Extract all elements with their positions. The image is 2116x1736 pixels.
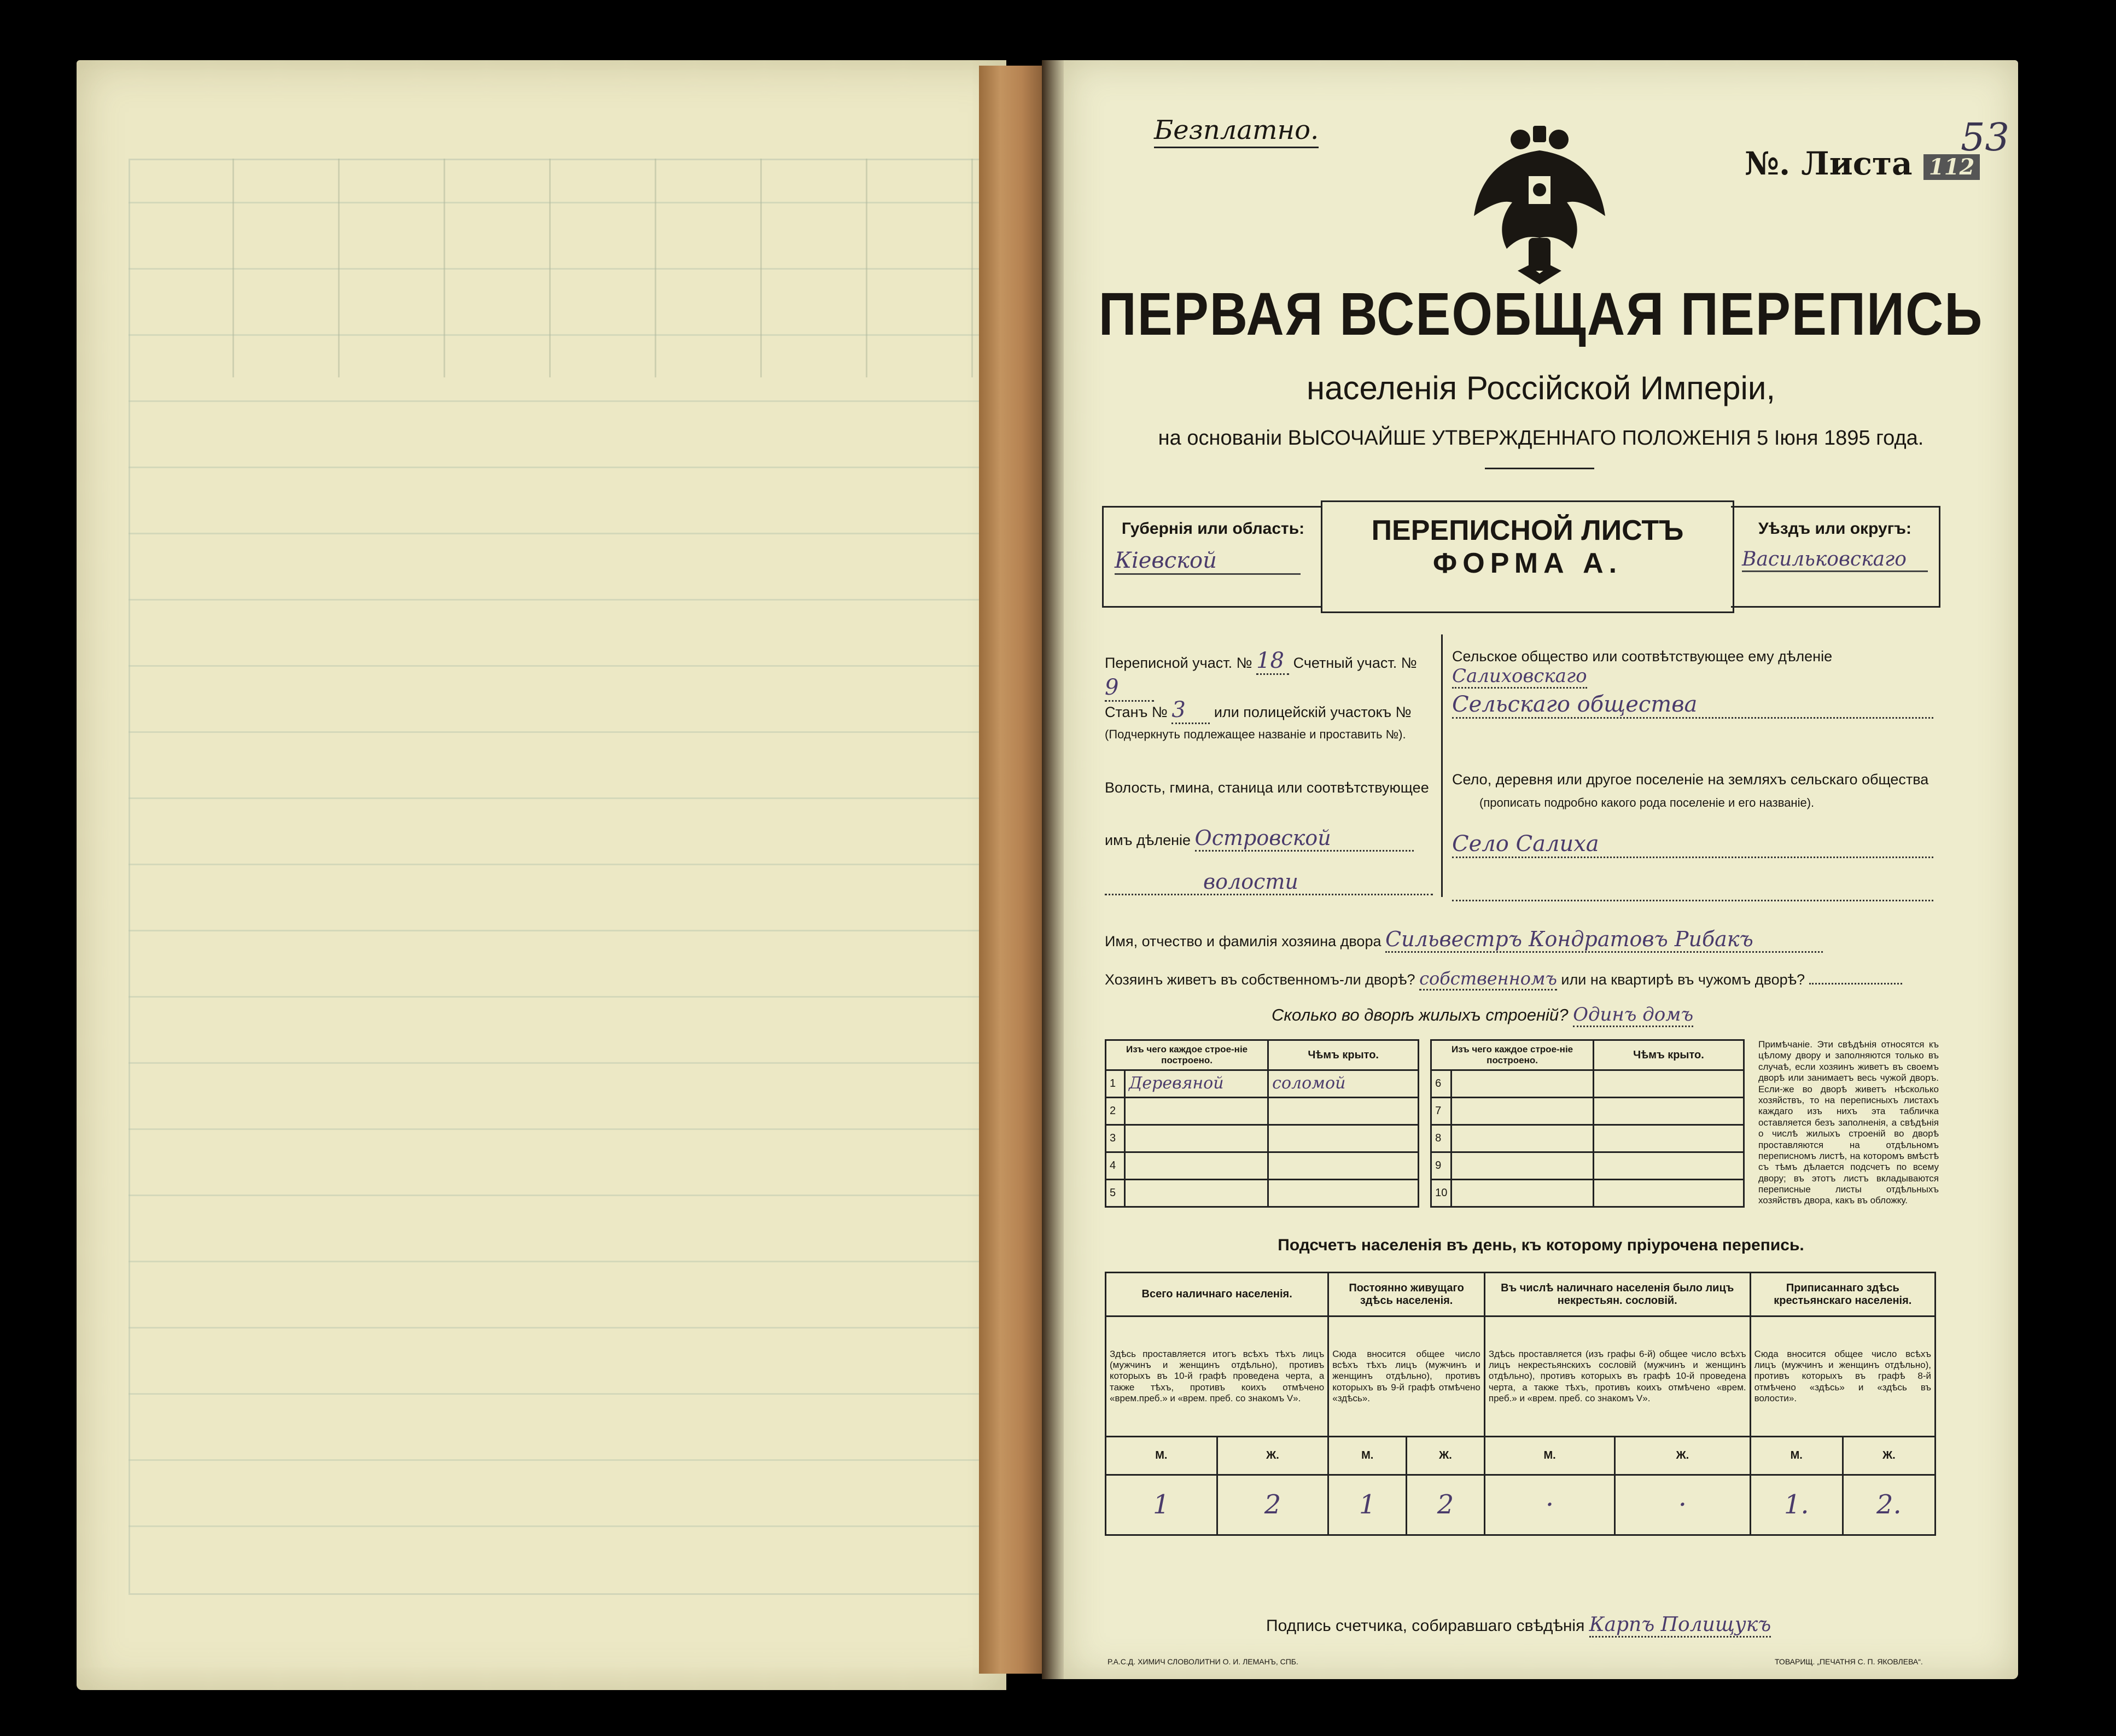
society-value-1: Салиховскаго (1452, 665, 1587, 689)
page-gutter (1042, 60, 1066, 1679)
legal-basis-line: на основаніи ВЫСОЧАЙШЕ УТВЕРЖДЕННАГО ПОЛОЖЕНІЯ 5 Іюня 1895 года. (1158, 427, 1924, 450)
owner-residence-value: собственномъ (1419, 968, 1557, 991)
female-count: 2 (1217, 1475, 1328, 1535)
free-label: Безплатно. (1154, 115, 1319, 148)
society-label: Сельское общество или соотвѣтствующее ему дѣленіе (1452, 648, 1833, 665)
row-number: 5 (1106, 1180, 1125, 1207)
male-count: 1 (1328, 1475, 1407, 1535)
counting-district-label: Счетный участ. № (1293, 655, 1417, 671)
village-extra-line (1452, 900, 1933, 901)
count-col-description: Здѣсь проставляется итогъ всѣхъ тѣхъ лицъ (мужчинъ и женщинъ отдѣльно), противъ которыхъ въ 10-й графѣ проведена черта, а также тѣхъ, противъ коихъ отмѣчено «врем.преб.» и «врем. преб. со знакомъ V». (1106, 1316, 1328, 1437)
building-roof: соломой (1268, 1070, 1419, 1098)
row-number: 8 (1431, 1125, 1452, 1152)
col-material-header-2: Изъ чего каждое строе-ніе построено. (1431, 1040, 1594, 1070)
signature-label: Подпись счетчика, собиравшаго свѣдѣнія (1266, 1617, 1585, 1635)
signature-field (1266, 1613, 1922, 1638)
fields-divider (1441, 634, 1443, 897)
row-number: 1 (1106, 1070, 1125, 1098)
village-value: Село Салиха (1452, 831, 1933, 858)
buildings-question: Сколько во дворѣ жилыхъ строеній? (1272, 1005, 1569, 1024)
female-count: · (1615, 1475, 1750, 1535)
sheet-number-value: 112 (1923, 154, 1980, 180)
buildings-question-field (1272, 1004, 1873, 1026)
form-header-box (1102, 506, 1939, 615)
left-page-blank (77, 60, 1006, 1690)
count-col-description: Сюда вносится общее число всѣхъ тѣхъ лицъ (мужчинъ и женщинъ отдѣльно), противъ которыхъ въ 9-й графѣ отмѣчено «здѣсь». (1328, 1316, 1485, 1437)
col-material-header: Изъ чего каждое строе-ніе построено. (1106, 1040, 1268, 1070)
census-subtitle: населенія Россійской Имперіи, (1306, 370, 1776, 406)
ornament-divider (1485, 468, 1594, 469)
owner-residence-field (1105, 968, 1936, 991)
female-label: Ж. (1615, 1437, 1750, 1475)
row-number: 3 (1106, 1125, 1125, 1152)
row-number: 7 (1431, 1098, 1452, 1125)
owner-flat-value (1809, 983, 1902, 984)
buildings-table (1105, 1039, 1745, 1208)
male-label: М. (1750, 1437, 1843, 1475)
male-count: · (1484, 1475, 1614, 1535)
female-label: Ж. (1843, 1437, 1935, 1475)
count-col-title: Приписаннаго здѣсь крестьянскаго населенія. (1750, 1273, 1935, 1316)
form-title-line-2: ФОРМА А. (1432, 547, 1623, 579)
village-note: (прописать подробно какого рода поселеніе и его названіе). (1479, 796, 1815, 809)
gubernia-label: Губернія или область: (1121, 520, 1305, 538)
col-roof-header: Чѣмъ крыто. (1268, 1040, 1419, 1070)
form-title-line-1: ПЕРЕПИСНОЙ ЛИСТЪ (1371, 515, 1684, 546)
row-number: 6 (1431, 1070, 1452, 1098)
table-row (1106, 1125, 1744, 1152)
volost-label-2: имъ дѣленіе (1105, 832, 1191, 848)
male-label: М. (1328, 1437, 1407, 1475)
table-row (1106, 1070, 1744, 1098)
counting-district-value: 9 (1105, 675, 1154, 702)
count-col-description: Сюда вносится общее число всѣхъ лицъ (мужчинъ и женщинъ отдѣльно), противъ которыхъ въ графѣ 8-й отмѣчено «здѣсь» и «здѣсь въ волости». (1750, 1316, 1935, 1437)
corner-page-number: 53 (1961, 115, 2010, 160)
owner-residence-label: Хозяинъ живетъ въ собственномъ-ли дворѣ? (1105, 971, 1415, 988)
stan-field (1105, 697, 1433, 724)
underline-note: (Подчеркнуть подлежащее названіе и проставить №). (1105, 727, 1406, 741)
imperial-eagle-emblem-icon (1468, 123, 1611, 287)
uezd-box (1731, 506, 1940, 608)
row-number: 10 (1431, 1180, 1452, 1207)
gubernia-value: Кіевской (1115, 548, 1301, 575)
volost-value-2: волости (1105, 870, 1433, 895)
female-count: 2. (1843, 1475, 1935, 1535)
male-label: М. (1106, 1437, 1217, 1475)
left-page-faint-columns (129, 159, 1004, 377)
volost-label: Волость, гмина, станица или соотвѣтствующее (1105, 779, 1429, 796)
census-title: ПЕРВАЯ ВСЕОБЩАЯ ПЕРЕПИСЬ (1098, 280, 1984, 348)
sheet-number-field (1745, 145, 1980, 182)
stan-label: Станъ № (1105, 704, 1168, 720)
stan-value: 3 (1171, 697, 1210, 724)
male-label: М. (1484, 1437, 1614, 1475)
female-label: Ж. (1217, 1437, 1328, 1475)
buildings-answer: Одинъ домъ (1573, 1004, 1693, 1027)
owner-name-value: Сильвестръ Кондратовъ Рибакъ (1385, 927, 1823, 953)
book-spine (979, 66, 1050, 1674)
buildings-note: Примѣчаніе. Эти свѣдѣнія относятся къ цѣлому двору и заполняются только въ случаѣ, если хозяинъ живетъ въ своемъ дворѣ или занимаетъ весь чужой дворъ. Если-же во дворѣ живетъ нѣсколько хозяйствъ, то на переписныхъ листахъ каждаго изъ нихъ эта табличка оставляется безъ заполненія, а свѣдѣнія о числѣ жилыхъ строеній во дворѣ проставляются на отдѣльномъ переписномъ листѣ, на которомъ вмѣстѣ съ тѣмъ дѣлается подсчетъ по всему двору; въ этотъ листъ вкладываются переписные листы отдѣльныхъ хозяйствъ двора, какъ въ обложку. (1758, 1039, 1939, 1206)
printer-footer-left: Р.А.С.Д. ХИМИЧ СЛОВОЛИТНИ О. И. ЛЕМАНЪ, СПБ. (1107, 1657, 1298, 1666)
owner-flat-label: или на квартирѣ въ чужомъ дворѣ? (1561, 971, 1805, 988)
uezd-label: Уѣздъ или округъ: (1758, 520, 1912, 538)
census-district-value: 18 (1256, 648, 1289, 675)
uezd-value: Васильковскаго (1742, 548, 1928, 572)
row-number: 9 (1431, 1152, 1452, 1180)
row-number: 4 (1106, 1152, 1125, 1180)
table-row (1106, 1180, 1744, 1207)
census-form-page (1064, 60, 2018, 1679)
female-label: Ж. (1407, 1437, 1485, 1475)
col-roof-header-2: Чѣмъ крыто. (1594, 1040, 1744, 1070)
police-district-label: или полицейскій участокъ № (1214, 704, 1412, 720)
census-district-label: Переписной участ. № (1105, 655, 1252, 671)
owner-name-label: Имя, отчество и фамилія хозяина двора (1105, 933, 1381, 949)
row-number: 2 (1106, 1098, 1125, 1125)
signature-value: Карпъ Полищукъ (1589, 1613, 1771, 1638)
society-field (1452, 648, 1933, 687)
village-label: Село, деревня или другое поселеніе на земляхъ сельскаго общества (1452, 771, 1929, 788)
count-col-title: Въ числѣ наличнаго населенія было лицъ некрестьян. сословій. (1484, 1273, 1750, 1316)
male-count: 1 (1106, 1475, 1217, 1535)
building-material: Деревяной (1125, 1070, 1268, 1098)
count-col-title: Постоянно живущаго здѣсь населенія. (1328, 1273, 1485, 1316)
table-row (1106, 1152, 1744, 1180)
form-title-box (1321, 500, 1734, 613)
society-value-2: Сельскаго общества (1452, 692, 1933, 719)
district-fields (1105, 648, 1433, 702)
population-count-heading: Подсчетъ населенія въ день, къ которому пріурочена перепись. (1278, 1236, 1804, 1254)
owner-name-field (1105, 927, 1936, 953)
volost-field (1105, 826, 1433, 852)
table-row (1106, 1098, 1744, 1125)
count-col-description: Здѣсь проставляется (изъ графы 6-й) общее число всѣхъ лицъ некрестьянскихъ сословій (мужчинъ и женщинъ отдѣльно), противъ которыхъ въ графѣ 10-й проведена черта, а также тѣхъ, противъ коихъ отмѣчено «врем. преб.» и «врем. преб. со знакомъ V». (1484, 1316, 1750, 1437)
male-count: 1. (1750, 1475, 1843, 1535)
population-count-table (1105, 1272, 1936, 1536)
female-count: 2 (1407, 1475, 1485, 1535)
printer-footer-right: ТОВАРИЩ. „ПЕЧАТНЯ С. П. ЯКОВЛЕВА“. (1775, 1657, 1923, 1666)
volost-value-1: Островской (1195, 826, 1414, 852)
sheet-number-label: №. Листа (1745, 145, 1913, 182)
count-col-title: Всего наличнаго населенія. (1106, 1273, 1328, 1316)
gubernia-box (1102, 506, 1322, 608)
